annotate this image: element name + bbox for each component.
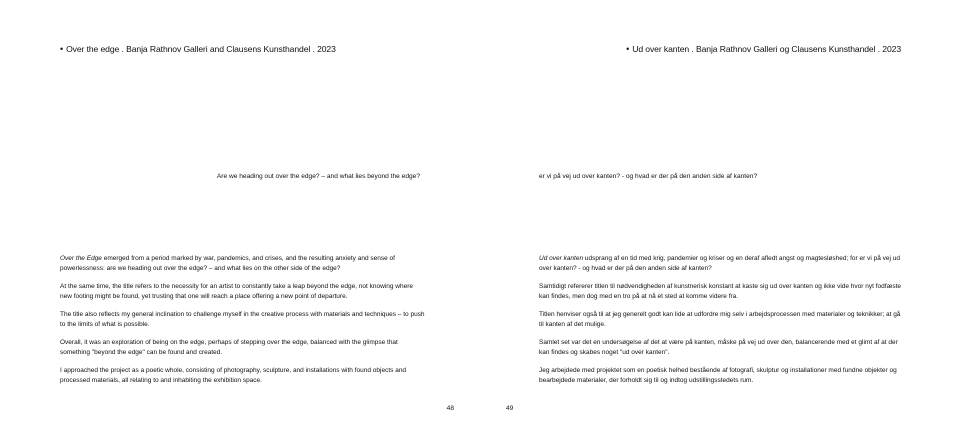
right-paragraph-1 bbox=[539, 254, 905, 274]
left-header-rest: . Banja Rathnov Galleri and Clausens Kunsthandel . 2023 bbox=[119, 44, 336, 54]
right-body-text bbox=[539, 254, 905, 394]
left-paragraph-5: I approached the project as a poetic whole, consisting of photography, sculpture, and installations with found objects and processed materials, all relating to and inhabiting the exhibition space. bbox=[60, 366, 407, 384]
left-paragraph-4: Overall, it was an exploration of being on the edge, perhaps of stepping over the edge, balanced with the glimpse that something "beyond the edge" can be found and created. bbox=[60, 338, 398, 356]
right-paragraph-4: Samlet set var det en undersøgelse af det at være på kanten, måske på vej ud over den, balancerende med et glimt af at der kan findes og skabes noget "ud over kanten". bbox=[539, 338, 898, 356]
right-header-rest: . Banja Rathnov Galleri og Clausens Kunsthandel . 2023 bbox=[689, 44, 901, 54]
right-paragraph-5: Jeg arbejdede med projektet som en poetisk helhed bestående af fotografi, skulptur og installationer med fundne objekter og bearbejdede materialer, der forholdt sig til og indtog udstillingsstedets rum. bbox=[539, 366, 897, 384]
right-header-title: Ud over kanten bbox=[632, 44, 690, 54]
left-paragraph-1-text: emerged from a period marked by war, pandemics, and crises, and the resulting anxiety and sense of powerlessness: are we heading out over the edge? – and what lies on the other side of the edge? bbox=[60, 255, 395, 272]
left-body-text bbox=[60, 254, 426, 394]
right-page-header bbox=[626, 44, 901, 54]
left-header-title: Over the edge bbox=[66, 44, 120, 54]
right-paragraph-1-text: udsprang af en tid med krig, pandemier og kriser og en deraf afledt angst og magtesløshed; for er vi på vej ud over kanten? - og hvad er der på den anden side af kanten? bbox=[539, 255, 900, 272]
left-quote: Are we heading out over the edge? – and what lies beyond the edge? bbox=[216, 173, 420, 180]
right-paragraph-2: Samtidigt refererer titlen til nødvendigheden af kunstnerisk konstant at kaste sig ud over kanten og ikke vide hvor nyt fodfæste kan findes, men dog med en tro på at nå et sted at komme videre fra. bbox=[539, 282, 902, 300]
right-paragraph-1-title: Ud over kanten bbox=[539, 255, 584, 262]
right-page-number: 49 bbox=[506, 405, 514, 412]
header-bullet: • bbox=[60, 44, 64, 54]
left-paragraph-1 bbox=[60, 254, 426, 274]
left-page-header bbox=[60, 44, 336, 54]
right-paragraph-3: Titlen henviser også til at jeg generelt godt kan lide at udfordre mig selv i arbejdsprocessen med materialer og teknikker; at gå til kanten af det mulige. bbox=[539, 310, 901, 328]
left-paragraph-2: At the same time, the title refers to the necessity for an artist to constantly take a leap beyond the edge, not knowing where new footing might be found, yet trusting that one will reach a place offering a new point of departure. bbox=[60, 282, 414, 300]
left-paragraph-3: The title also reflects my general inclination to challenge myself in the creative process with materials and techniques – to push to the limits of what is possible. bbox=[60, 310, 425, 328]
left-page-number: 48 bbox=[446, 405, 454, 412]
left-paragraph-1-title: Over the Edge bbox=[60, 255, 102, 262]
right-page bbox=[480, 0, 960, 441]
right-quote: er vi på vej ud over kanten? - og hvad er der på den anden side af kanten? bbox=[539, 173, 758, 180]
header-bullet: • bbox=[626, 44, 630, 54]
